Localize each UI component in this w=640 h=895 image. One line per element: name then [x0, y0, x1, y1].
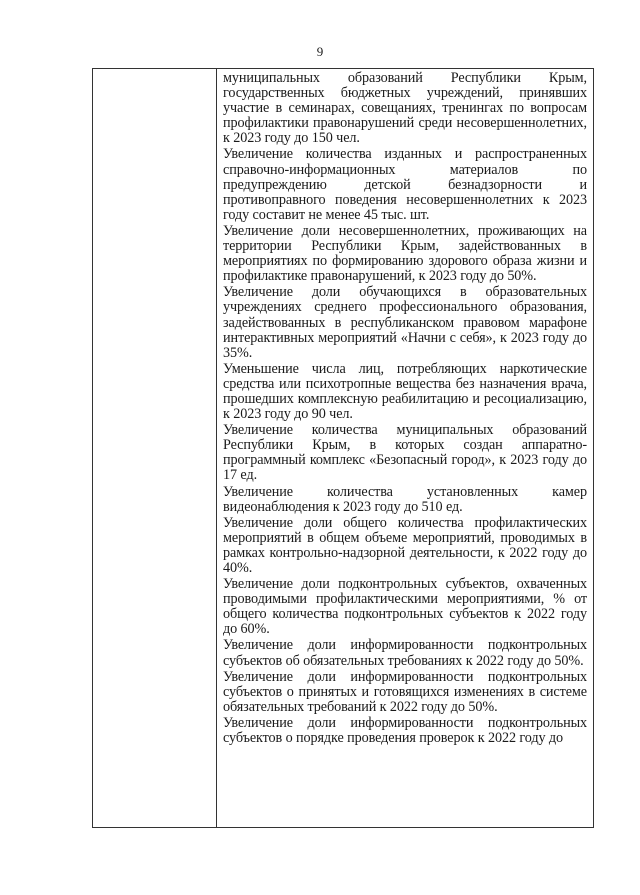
table-row [93, 69, 594, 828]
table-left-cell [93, 69, 217, 828]
indicator-paragraph-12: Увеличение доли информированности подконтрольных субъектов о порядке проведения проверок к 2022 году до [223, 714, 587, 747]
indicator-paragraph-9: Увеличение доли подконтрольных субъектов, охваченных проводимыми профилактическими мероприятиями, % от общего количества подконтрольных субъектов к 2022 году до 60%. [223, 576, 587, 638]
indicator-paragraph-3: Увеличение доли несовершеннолетних, проживающих на территории Республики Крым, задействованных в мероприятиях по формированию здорового образа жизни и профилактике правонарушений, к 2023 году до 50%. [223, 222, 587, 285]
indicator-paragraph-10: Увеличение доли информированности подконтрольных субъектов об обязательных требованиях к 2022 году до 50%. [223, 637, 587, 669]
page-number: 9 [316, 44, 324, 59]
indicator-paragraph-8: Увеличение доли общего количества профилактических мероприятий в общем объеме мероприятий, проводимых в рамках контрольно-надзорной деятельности, к 2022 году до 40%. [223, 514, 587, 576]
indicator-paragraph-6: Увеличение количества муниципальных образований Республики Крым, в которых создан аппаратно-программный комплекс «Безопасный город», к 2023 году до 17 ед. [223, 422, 587, 484]
indicator-paragraph-11: Увеличение доли информированности подконтрольных субъектов о принятых и готовящихся изменениях в системе обязательных требований к 2022 году до 50%. [223, 668, 587, 715]
indicator-paragraph-2: Увеличение количества изданных и распространенных справочно-информационных материалов по предупреждению детской безнадзорности и противоправного поведения несовершеннолетних к 2023 году составит не менее 45 тыс. шт. [223, 146, 587, 223]
indicator-paragraph-1: муниципальных образований Республики Крым, государственных бюджетных учреждений, принявших участие в семинарах, совещаниях, тренингах по вопросам профилактики правонарушений среди несовершеннолетних, к 2023 году до 150 чел. [223, 70, 587, 147]
indicators-table [92, 68, 594, 828]
indicator-paragraph-5: Уменьшение числа лиц, потребляющих наркотические средства или психотропные вещества без назначения врача, прошедших комплексную реабилитацию и ресоциализацию, к 2023 году до 90 чел. [223, 360, 587, 423]
indicator-paragraph-7: Увеличение количества установленных камер видеонаблюдения к 2023 году до 510 ед. [223, 483, 587, 515]
indicator-paragraph-4: Увеличение доли обучающихся в образовательных учреждениях среднего профессионального образования, задействованных в республиканском правовом марафоне интерактивных мероприятий «Начни с себя», к 2023 году до 35%. [223, 284, 587, 361]
table-right-cell [217, 69, 594, 828]
